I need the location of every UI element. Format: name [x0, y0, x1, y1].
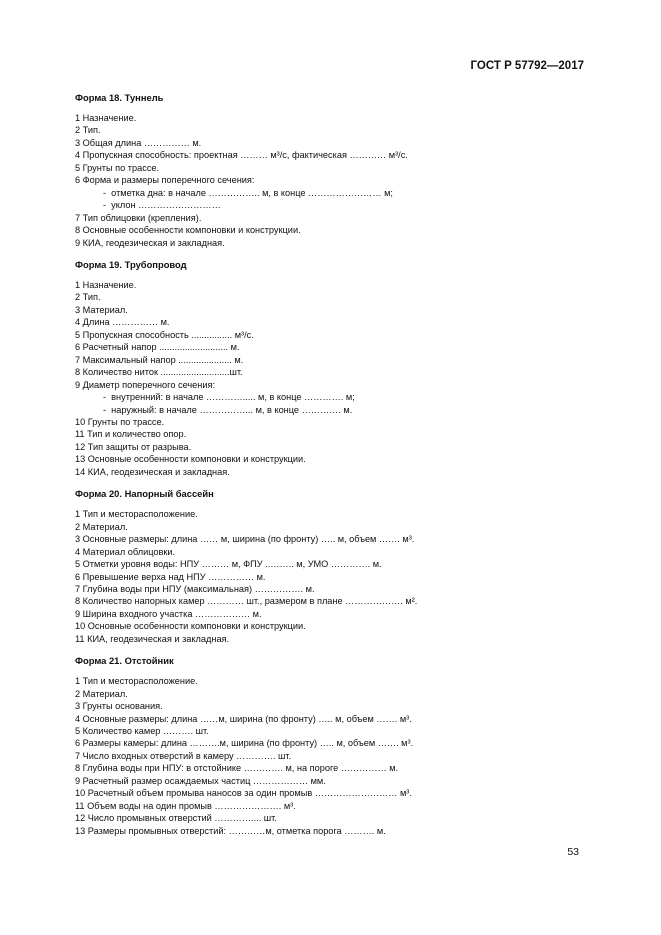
list-item: 10 Основные особенности компоновки и конструкции.: [75, 621, 306, 632]
section-title: Форма 19. Трубопровод: [75, 258, 187, 270]
list-item: 11 Объем воды на один промыв …………………. м³.: [75, 800, 296, 811]
list-item: 7 Глубина воды при НПУ (максимальная) ……………. м.: [75, 583, 315, 594]
list-item: 7 Максимальный напор ..................... м.: [75, 354, 244, 365]
form-section: [75, 488, 595, 645]
list-item: 8 Количество ниток ...........................шт.: [75, 367, 243, 378]
list-item: 11 КИА, геодезическая и закладная.: [75, 633, 230, 644]
list-item: 2 Материал.: [75, 521, 128, 532]
list-item: 6 Превышение верха над НПУ …………… м.: [75, 571, 266, 582]
list-item: 12 Число промывных отверстий ………….... шт.: [75, 813, 277, 824]
list-item: 1 Тип и месторасположение.: [75, 676, 198, 687]
list-item: 2 Тип.: [75, 125, 101, 136]
list-item: 2 Материал.: [75, 688, 128, 699]
list-item: 11 Тип и количество опор.: [75, 429, 187, 440]
bullet-item: - отметка дна: в начале …………….. м, в конце …………………… м;: [103, 187, 393, 198]
list-item: 7 Число входных отверстий в камеру …………. шт.: [75, 750, 292, 761]
list-item: 3 Грунты основания.: [75, 701, 163, 712]
document-body: [75, 92, 595, 847]
list-item: 5 Грунты по трассе.: [75, 162, 160, 173]
section-title: Форма 21. Отстойник: [75, 655, 174, 667]
sections-list: [75, 92, 595, 837]
list-item: 10 Грунты по трассе.: [75, 416, 165, 427]
list-item: 1 Назначение.: [75, 279, 137, 290]
list-item: 13 Размеры промывных отверстий: …………м, отметка порога ………. м.: [75, 825, 386, 836]
page-number: 53: [567, 846, 579, 858]
bullet-item: - уклон ………………………: [103, 200, 221, 211]
list-item: 13 Основные особенности компоновки и конструкции.: [75, 454, 306, 465]
list-item: 4 Материал облицовки.: [75, 546, 176, 557]
list-item: 4 Длина …………… м.: [75, 317, 170, 328]
form-section: [75, 92, 595, 249]
list-item: 10 Расчетный объем промыва наносов за один промыв ……………………… м³.: [75, 788, 412, 799]
section-title: Форма 20. Напорный бассейн: [75, 488, 214, 500]
list-item: 9 Диаметр поперечного сечения:: [75, 379, 216, 390]
list-item: 7 Тип облицовки (крепления).: [75, 212, 202, 223]
list-item: 14 КИА, геодезическая и закладная.: [75, 466, 230, 477]
list-item: 1 Тип и месторасположение.: [75, 509, 198, 520]
list-item: 8 Основные особенности компоновки и конструкции.: [75, 225, 301, 236]
form-section: [75, 655, 595, 837]
list-item: 12 Тип защиты от разрыва.: [75, 441, 192, 452]
list-item: 6 Форма и размеры поперечного сечения:: [75, 175, 255, 186]
form-section: [75, 259, 595, 478]
list-item: 2 Тип.: [75, 292, 101, 303]
list-item: 9 Расчетный размер осаждаемых частиц ……………… мм.: [75, 775, 326, 786]
standard-code: ГОСТ Р 57792—2017: [470, 60, 584, 72]
list-item: 1 Назначение.: [75, 113, 137, 123]
list-item: 9 КИА, геодезическая и закладная.: [75, 237, 225, 248]
list-item: 4 Пропускная способность: проектная ……… м³/с, фактическая ………… м³/с.: [75, 150, 408, 161]
bullet-item: - наружный: в начале ……………... м, в конце …………. м.: [103, 404, 353, 415]
list-item: 3 Общая длина …………… м.: [75, 137, 202, 148]
bullet-item: - внутренний: в начале …………..... м, в конце …………. м;: [103, 392, 355, 403]
list-item: 3 Материал.: [75, 304, 128, 315]
list-item: 8 Количество напорных камер ………… шт., размером в плане ………………. м².: [75, 596, 418, 607]
list-item: 6 Размеры камеры: длина ……….м, ширина (по фронту) ….. м, объем ……. м³.: [75, 738, 414, 749]
list-item: 8 Глубина воды при НПУ: в отстойнике …………. м, на пороге …………… м.: [75, 763, 399, 774]
list-item: 4 Основные размеры: длина ……м, ширина (по фронту) ….. м, объем ……. м³.: [75, 713, 412, 724]
section-title: Форма 18. Туннель: [75, 92, 164, 103]
list-item: 5 Количество камер ………. шт.: [75, 726, 209, 737]
list-item: 9 Ширина входного участка ……………… м.: [75, 608, 262, 619]
list-item: 3 Основные размеры: длина …… м, ширина (по фронту) ….. м, объем ……. м³.: [75, 534, 415, 545]
list-item: 5 Отметки уровня воды: НПУ ……… м, ФПУ ..…….. м, УМО …………. м.: [75, 559, 382, 570]
list-item: 5 Пропускная способность ................ м³/с.: [75, 329, 254, 340]
list-item: 6 Расчетный напор ........................... м.: [75, 342, 240, 353]
